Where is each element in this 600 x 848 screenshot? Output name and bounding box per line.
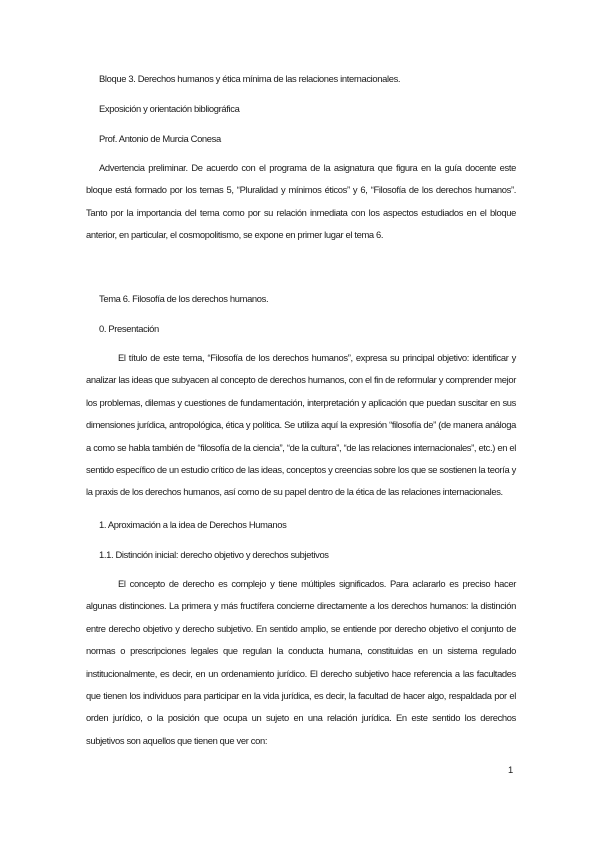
distincion-paragraph: El concepto de derecho es complejo y tiene múltiples significados. Para aclararlo es preciso hacer algunas distinciones. La primera y más fructífera concierne directamente a los derechos humanos: la distinción entre derecho objetivo y derecho subjetivo. En sentido amplio, se entiende por derecho objetivo el conjunto de normas o prescripciones legales que regulan la conducta humana, constituidas en un sistema regulado institucionalmente, es decir, en un ordenamiento jurídico. El derecho subjetivo hace referencia a las facultades que tienen los individuos para participar en la vida jurídica, es decir, la facultad de hacer algo, respaldada por el orden jurídico, o la posición que ocupa un sujeto en una relación jurídica. En este sentido los derechos subjetivos son aquellos que tienen que ver con:: [86, 578, 516, 746]
section-1-1-title: 1.1. Distinción inicial: derecho objetivo y derechos subjetivos: [99, 549, 329, 560]
section-1-title: 1. Aproximación a la idea de Derechos Humanos: [99, 519, 287, 530]
section-0-title: 0. Presentación: [99, 323, 159, 334]
presentacion-paragraph: El título de este tema, “Filosofía de los derechos humanos”, expresa su principal objetivo: identificar y analizar las ideas que subyacen al concepto de derechos humanos, con el fin de reformular y comprender mejor los problemas, dilemas y cuestiones de fundamentación, interpretación y aplicación que puedan suscitar en sus dimensiones jurídica, antropológica, ética y política. Se utiliza aquí la expresión “filosofía de” (de manera análoga a como se habla también de “filosofía de la ciencia”, “de la cultura”, “de las relaciones internacionales”, etc.) en el sentido específico de un estudio crítico de las ideas, conceptos y creencias sobre los que se sostienen la teoría y la praxis de los derechos humanos, así como de su papel dentro de la ética de las relaciones internacionales.: [86, 352, 516, 498]
page-number: 1: [508, 764, 513, 775]
tema-title: Tema 6. Filosofía de los derechos humanos.: [99, 293, 269, 304]
author: Prof. Antonio de Murcia Conesa: [99, 133, 221, 144]
block-title: Bloque 3. Derechos humanos y ética mínima de las relaciones internacionales.: [99, 73, 401, 84]
advertencia-paragraph: Advertencia preliminar. De acuerdo con el programa de la asignatura que figura en la guía docente este bloque está formado por los temas 5, “Pluralidad y mínimos éticos” y 6, “Filosofía de los derechos humanos”. Tanto por la importancia del tema como por su relación inmediata con los aspectos estudiados en el bloque anterior, en particular, el cosmopolitismo, se expone en primer lugar el tema 6.: [86, 162, 516, 241]
subtitle: Exposición y orientación bibliográfica: [99, 103, 240, 114]
